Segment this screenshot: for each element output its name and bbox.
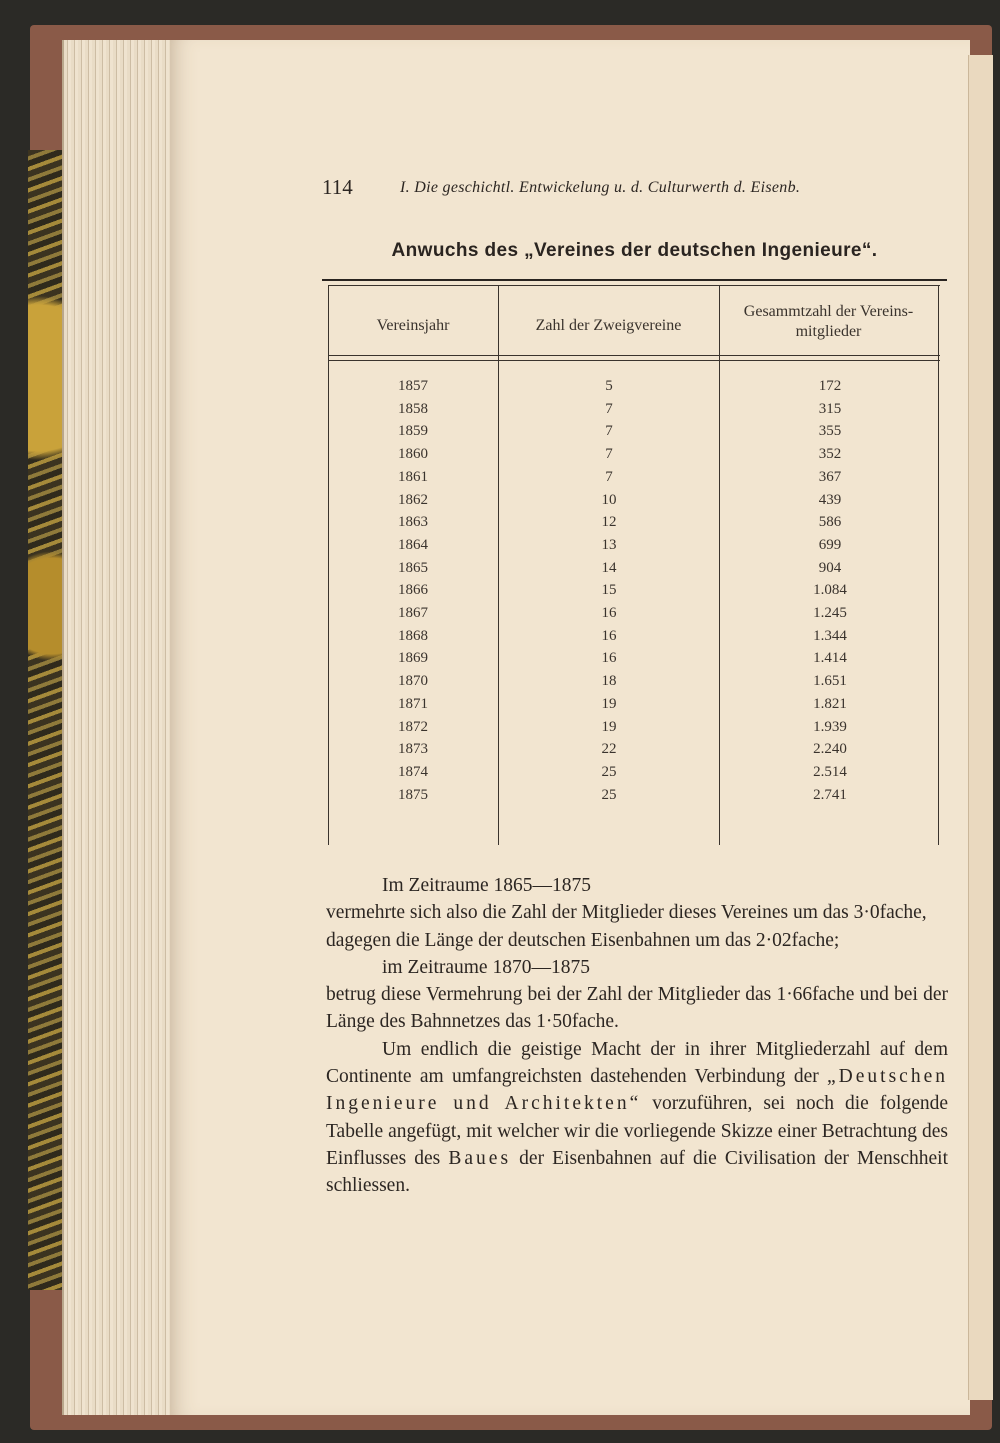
cell-members: 367 [818, 468, 842, 485]
cell-branches: 7 [605, 400, 613, 417]
page-header [322, 175, 882, 203]
cell-year: 1860 [398, 446, 428, 463]
table-row [328, 650, 940, 673]
cell-year: 1867 [398, 605, 428, 621]
paragraph-text: vorzuführen, sei noch die folgende Tabelle angefügt, mit welcher wir die vorliegende Skizze einer Betrachtung des Einflusses des [326, 1093, 949, 1169]
cell-branches: 25 [601, 786, 617, 803]
running-title: I. Die geschichtl. Entwickelung u. d. Culturwerth d. Eisenb. [400, 179, 801, 196]
cell-branches: 7 [605, 446, 613, 463]
cell-branches: 18 [601, 673, 617, 690]
cell-members: 1.414 [813, 650, 847, 667]
cell-year: 1872 [398, 718, 428, 735]
header-rule [328, 355, 940, 356]
text-line: betrug diese Vermehrung bei der Zahl der Mitglieder das 1·66fache und bei der Länge des Bahnnetzes das 1·50fache. [326, 984, 948, 1033]
column-header-members [719, 302, 938, 342]
paragraph [326, 1036, 948, 1200]
cell-members: 439 [818, 491, 842, 508]
paragraph-text: der Eisenbahnen auf die Civilisation der Menschheit schliessen. [326, 1147, 948, 1197]
table-row [328, 401, 940, 424]
cell-branches: 12 [601, 514, 617, 531]
cell-members: 1.821 [813, 695, 847, 712]
table-row [328, 673, 940, 696]
table-row [328, 605, 940, 628]
cell-branches: 7 [605, 423, 613, 440]
table-row [328, 560, 940, 583]
cell-year: 1862 [398, 491, 428, 508]
cell-members: 1.939 [813, 718, 847, 735]
table-row [328, 719, 940, 742]
cell-members: 1.651 [813, 673, 847, 690]
cell-members: 172 [818, 378, 842, 394]
text-line: vermehrte sich also die Zahl der Mitglieder dieses Vereines um das 3·0fache, [326, 902, 927, 924]
cell-branches: 25 [601, 763, 617, 780]
facing-page-edge [968, 55, 993, 1400]
marbled-edge [28, 150, 62, 1290]
table-top-rule [322, 279, 947, 281]
cell-branches: 16 [601, 605, 617, 621]
cell-year: 1859 [398, 423, 428, 440]
column-header-members-line1: Gesammtzahl der Vereins- [743, 303, 914, 320]
cell-members: 1.084 [813, 582, 847, 599]
column-header-branches: Zahl der Zweigvereine [535, 317, 682, 334]
cell-year: 1857 [398, 378, 428, 394]
cell-branches: 10 [601, 491, 617, 508]
cell-branches: 16 [601, 650, 617, 667]
cell-members: 315 [818, 400, 842, 417]
table-title: Anwuchs des „Vereines der deutschen Ingenieure“. [391, 240, 878, 261]
cell-year: 1870 [398, 673, 428, 690]
table-row [328, 514, 940, 537]
spaced-word: Baues [448, 1147, 512, 1169]
text-line: im Zeitraume 1870—1875 [382, 956, 590, 978]
cell-members: 2.240 [813, 741, 847, 758]
table-row [328, 628, 940, 651]
table-row [328, 741, 940, 764]
cell-year: 1865 [398, 559, 428, 576]
cell-branches: 16 [601, 627, 617, 644]
table-row [328, 423, 940, 446]
cell-branches: 22 [601, 741, 617, 758]
cell-members: 2.741 [813, 786, 847, 803]
cell-year: 1875 [398, 786, 428, 803]
table-row [328, 537, 940, 560]
cell-year: 1868 [398, 627, 428, 644]
cell-year: 1873 [398, 741, 428, 758]
cell-branches: 13 [601, 536, 617, 553]
body-text [326, 872, 948, 1200]
cell-year: 1864 [398, 536, 428, 553]
table-inner-rule [328, 285, 940, 286]
spaced-name: „Deutschen Ingenieure und Architekten“ [326, 1066, 948, 1115]
text-line: dagegen die Länge der deutschen Eisenbahnen um das 2·02fache; [326, 929, 840, 951]
cell-year: 1869 [398, 650, 428, 667]
page-edges [62, 40, 184, 1415]
cell-year: 1866 [398, 582, 428, 599]
table-row [328, 764, 940, 787]
table-row [328, 582, 940, 605]
cell-year: 1874 [398, 763, 428, 780]
cell-members: 352 [818, 446, 842, 463]
cell-year: 1858 [398, 400, 428, 417]
cell-members: 1.245 [813, 605, 847, 621]
table-row [328, 787, 940, 810]
cell-members: 699 [818, 536, 842, 553]
table-row [328, 492, 940, 515]
paragraph-text: Um endlich die geistige Macht der in ihrer Mitgliederzahl auf dem Continente am umfangreichsten dastehenden Verbindung der [326, 1038, 948, 1088]
column-header-year: Vereinsjahr [376, 317, 450, 334]
cell-branches: 15 [601, 582, 617, 599]
cell-members: 904 [818, 559, 842, 576]
page-number: 114 [322, 175, 353, 199]
table-row [328, 696, 940, 719]
cell-year: 1863 [398, 514, 428, 531]
cell-branches: 7 [605, 468, 613, 485]
cell-branches: 5 [605, 378, 613, 394]
header-rule [328, 360, 940, 361]
cell-members: 2.514 [813, 763, 847, 780]
table-row [328, 469, 940, 492]
cell-branches: 19 [601, 718, 617, 735]
cell-members: 1.344 [813, 627, 847, 644]
cell-members: 355 [818, 423, 842, 440]
cell-year: 1871 [398, 695, 428, 712]
text-line: Im Zeitraume 1865—1875 [382, 875, 592, 896]
table-row [328, 446, 940, 469]
table-row [328, 378, 940, 401]
column-header-members-line2: mitglieder [795, 323, 862, 340]
cell-branches: 14 [601, 559, 617, 576]
cell-branches: 19 [601, 695, 617, 712]
cell-year: 1861 [398, 468, 428, 485]
cell-members: 586 [818, 514, 842, 531]
